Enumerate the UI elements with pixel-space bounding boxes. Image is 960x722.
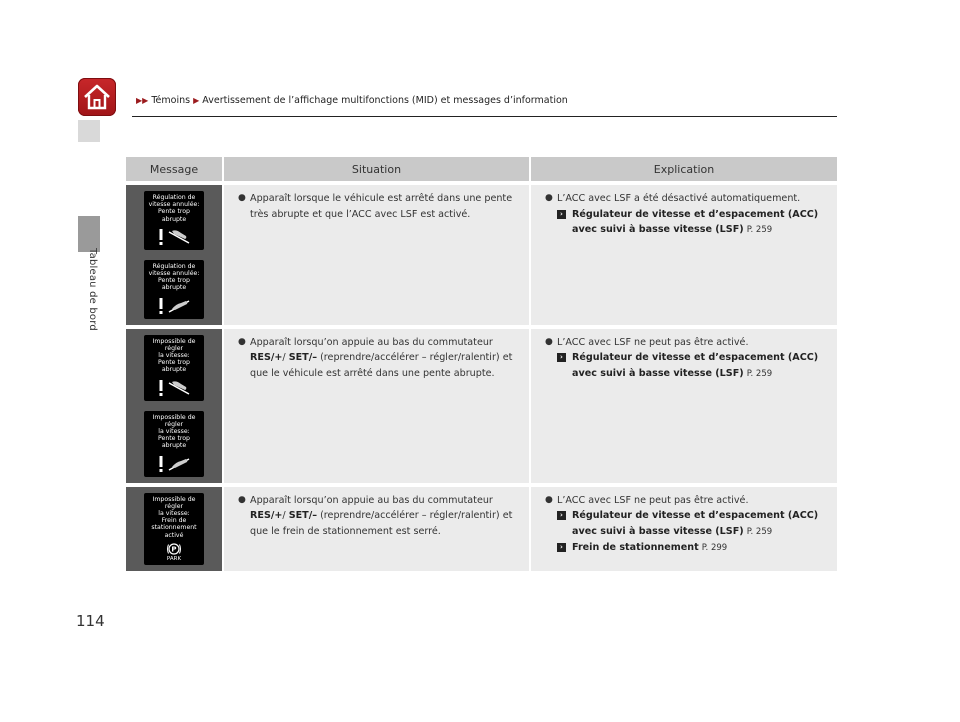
situation-cell: ● Apparaît lorsque le véhicule est arrêté dans une pente très abrupte et que l’ACC avec LSF est activé. xyxy=(222,181,529,325)
bullet-icon: ● xyxy=(238,193,246,203)
warning-exclamation-icon xyxy=(158,228,164,246)
situation-cell: ● Apparaît lorsqu’on appuie au bas du commutateur RES/+/ SET/– (reprendre/accélérer – régler/ralentir) et que le frein de stationnement est serré. xyxy=(222,483,529,571)
side-tab-active[interactable] xyxy=(78,216,100,252)
mid-screen: Impossible de régler la vitesse: Pente trop abrupte xyxy=(144,411,204,477)
bullet-icon: ● xyxy=(545,193,553,203)
reference-arrow-icon: › xyxy=(557,543,566,552)
mid-screen: Régulation de vitesse annulée: Pente trop abrupte xyxy=(144,191,204,250)
car-on-slope-icon xyxy=(167,380,191,396)
page-reference[interactable]: › Régulateur de vitesse et d’espacement (ACC) avec suivi à basse vitesse (LSF) P. 259 xyxy=(545,508,829,540)
table-header-row xyxy=(126,157,837,181)
col-header-message: Message xyxy=(126,157,222,181)
side-tab-marker xyxy=(78,120,100,142)
mid-screen: Impossible de régler la vitesse: Frein de stationnement activé P PARK xyxy=(144,493,204,565)
side-tab-label: Tableau de bord xyxy=(87,248,98,331)
table-row xyxy=(126,181,837,325)
explication-cell: ● L’ACC avec LSF ne peut pas être activé. › Régulateur de vitesse et d’espacement (ACC) avec suivi à basse vitesse (LSF) P. 259 xyxy=(529,325,837,483)
page-number: 114 xyxy=(76,612,105,630)
car-on-incline-icon xyxy=(167,298,191,314)
message-image-cell xyxy=(126,181,222,325)
car-on-slope-icon xyxy=(167,229,191,245)
breadcrumb-item-current: Avertissement de l’affichage multifonctions (MID) et messages d’information xyxy=(202,95,568,106)
warning-exclamation-icon xyxy=(158,379,164,397)
bullet-icon: ● xyxy=(238,494,246,505)
page-reference[interactable]: › Frein de stationnement P. 299 xyxy=(545,540,829,557)
park-label: PARK xyxy=(166,555,182,562)
col-header-explication: Explication xyxy=(529,157,837,181)
table-row xyxy=(126,325,837,483)
bullet-icon: ● xyxy=(545,494,553,505)
svg-text:P: P xyxy=(171,545,177,554)
reference-arrow-icon: › xyxy=(557,511,566,520)
reference-arrow-icon: › xyxy=(557,210,566,219)
warning-exclamation-icon xyxy=(158,297,164,315)
home-icon xyxy=(81,81,113,113)
page-reference[interactable]: › Régulateur de vitesse et d’espacement (ACC) avec suivi à basse vitesse (LSF) P. 259 xyxy=(545,350,829,382)
message-image-cell xyxy=(126,325,222,483)
situation-cell: ● Apparaît lorsqu’on appuie au bas du commutateur RES/+/ SET/– (reprendre/accélérer – régler/ralentir) et que le véhicule est arrêté dans une pente abrupte. xyxy=(222,325,529,483)
breadcrumb-arrow-icon: ▶ xyxy=(193,96,200,105)
mid-screen: Impossible de régler la vitesse: Pente trop abrupte xyxy=(144,335,204,401)
breadcrumb-arrow-icon: ▶▶ xyxy=(136,96,149,105)
page-reference[interactable]: › Régulateur de vitesse et d’espacement (ACC) avec suivi à basse vitesse (LSF) P. 259 xyxy=(545,207,829,239)
warning-exclamation-icon xyxy=(158,455,164,473)
reference-arrow-icon: › xyxy=(557,353,566,362)
breadcrumb-item-temoins[interactable]: Témoins xyxy=(151,95,191,106)
bullet-icon: ● xyxy=(545,336,553,347)
parking-brake-icon xyxy=(166,542,182,556)
header-rule xyxy=(132,116,837,117)
table-row xyxy=(126,483,837,571)
car-on-incline-icon xyxy=(167,456,191,472)
explication-cell: ● L’ACC avec LSF a été désactivé automatiquement. › Régulateur de vitesse et d’espacement (ACC) avec suivi à basse vitesse (LSF) P. 259 xyxy=(529,181,837,325)
message-table xyxy=(126,157,837,571)
col-header-situation: Situation xyxy=(222,157,529,181)
mid-screen: Régulation de vitesse annulée: Pente trop abrupte xyxy=(144,260,204,319)
explication-cell: ● L’ACC avec LSF ne peut pas être activé. › Régulateur de vitesse et d’espacement (ACC) avec suivi à basse vitesse (LSF) P. 259 › Frein de stationnement P. 299 xyxy=(529,483,837,571)
message-image-cell xyxy=(126,483,222,571)
bullet-icon: ● xyxy=(238,336,246,347)
home-button[interactable] xyxy=(78,78,116,116)
breadcrumb xyxy=(136,95,568,106)
